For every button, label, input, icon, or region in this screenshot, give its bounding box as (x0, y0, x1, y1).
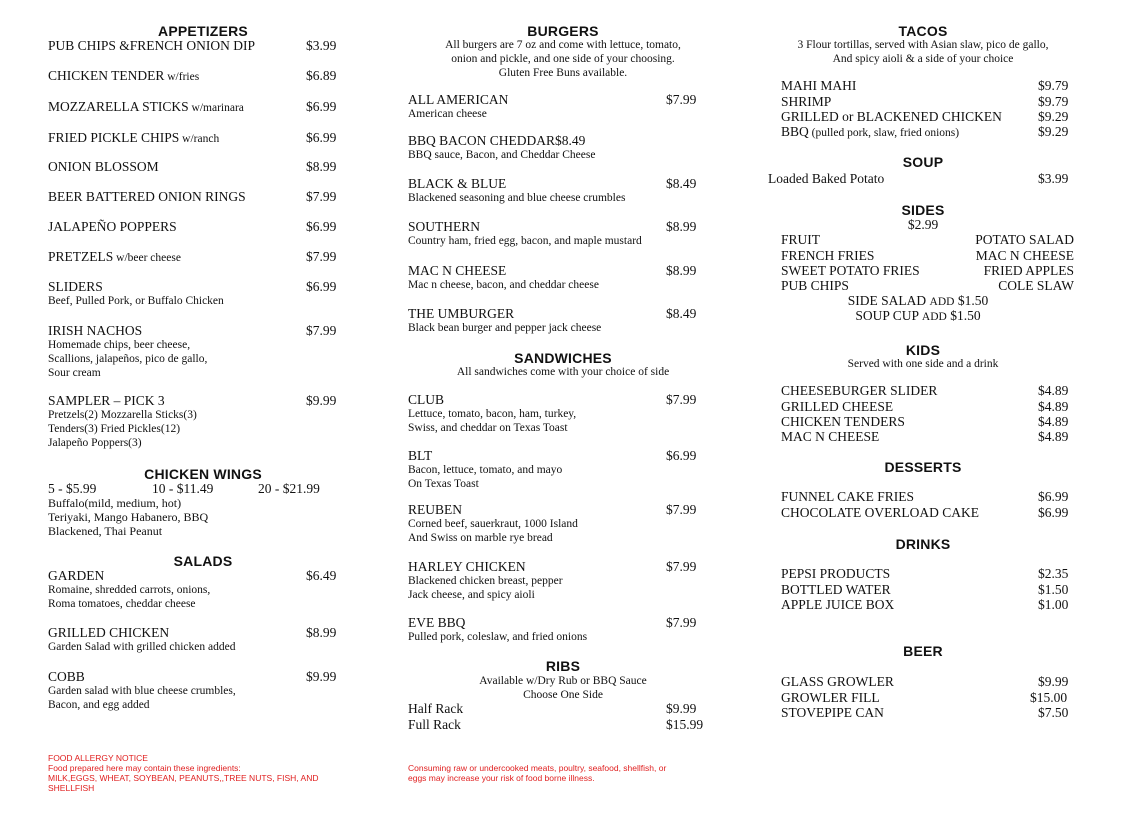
menu-item-name: BEER BATTERED ONION RINGS (48, 189, 246, 204)
menu-item-name: SAMPLER – PICK 3 (48, 393, 165, 408)
menu-item-name: APPLE JUICE BOX (781, 597, 895, 612)
menu-item-price: $6.99 (666, 448, 697, 463)
menu-item-description: Black bean burger and pepper jack cheese (408, 322, 602, 334)
menu-item-name: MAC N CHEESE (781, 429, 880, 444)
menu-item-name: MOZZARELLA STICKS w/marinara (48, 99, 244, 114)
menu-item-description: Bacon, lettuce, tomato, and mayo On Texas Toast (408, 464, 563, 490)
menu-item-description: BBQ sauce, Bacon, and Cheddar Cheese (408, 149, 596, 161)
menu-item-price: $7.99 (666, 392, 697, 407)
menu-item-name: GROWLER FILL (781, 690, 880, 705)
side-extra: SIDE SALAD ADD $1.50 (847, 293, 989, 308)
menu-item-price: $4.89 (1038, 399, 1069, 414)
wing-size: 20 - $21.99 (258, 481, 320, 496)
menu-item-name: BLT (408, 448, 433, 463)
side-item: POTATO SALAD (975, 232, 1074, 247)
menu-item-name: SOUTHERN (408, 219, 481, 234)
menu-item-price: $7.99 (306, 249, 337, 264)
menu-item-name: PRETZELS w/beer cheese (48, 249, 181, 264)
section-title-kids: KIDS (905, 342, 941, 358)
food-allergy-notice: FOOD ALLERGY NOTICE Food prepared here may contain these ingredients: MILK,EGGS, WHEAT, SOYBEAN, PEANUTS,,TREE NUTS, FISH, AND SHELLFISH (48, 753, 319, 793)
menu-item-price: $6.99 (306, 279, 337, 294)
menu-item-price: $4.89 (1038, 414, 1069, 429)
menu-item-price: $9.29 (1038, 109, 1069, 124)
menu-item-description: Romaine, shredded carrots, onions, Roma tomatoes, cheddar cheese (48, 584, 211, 610)
menu-item-price: $15.00 (1030, 690, 1068, 705)
section-title-sandwiches: SANDWICHES (514, 350, 612, 366)
menu-item-name: MAC N CHEESE (408, 263, 507, 278)
menu-item-price: $3.99 (1038, 171, 1069, 186)
menu-item-price: $7.99 (666, 92, 697, 107)
menu-item-price: $1.00 (1038, 597, 1069, 612)
menu-item-price: $7.99 (666, 502, 697, 517)
side-item: MAC N CHEESE (975, 248, 1074, 263)
section-title-sides: SIDES (901, 202, 945, 218)
menu-item-description: Homemade chips, beer cheese, Scallions, jalapeños, pico de gallo, Sour cream (48, 339, 208, 379)
section-note: 3 Flour tortillas, served with Asian slaw, pico de gallo, And spicy aioli & a side of your choice (797, 39, 1049, 65)
menu-item-description: Garden Salad with grilled chicken added (48, 641, 236, 653)
menu-item-price: $7.99 (666, 559, 697, 574)
wing-size: 10 - $11.49 (152, 481, 214, 496)
menu-item-name: THE UMBURGER (408, 306, 515, 321)
menu-item-name: Loaded Baked Potato (768, 171, 885, 186)
menu-item-price: $9.99 (306, 669, 337, 684)
menu-item-price: $9.99 (1038, 674, 1069, 689)
menu-item-description: Pulled pork, coleslaw, and fried onions (408, 631, 588, 643)
menu-item-price: $4.89 (1038, 429, 1069, 444)
menu-item-name: PUB CHIPS &FRENCH ONION DIP (48, 38, 256, 53)
menu-item-price: $8.49 (555, 133, 586, 148)
menu-item-description: Pretzels(2) Mozzarella Sticks(3) Tenders(3) Fried Pickles(12) Jalapeño Poppers(3) (48, 409, 197, 449)
menu-item-name: GRILLED CHICKEN (48, 625, 170, 640)
section-title-chicken-wings: CHICKEN WINGS (144, 466, 262, 482)
side-item: SWEET POTATO FRIES (781, 263, 920, 278)
wing-size: 5 - $5.99 (48, 481, 97, 496)
menu-item-name: SLIDERS (48, 279, 103, 294)
menu-item-name: GLASS GROWLER (781, 674, 894, 689)
menu-item-description: Garden salad with blue cheese crumbles, Bacon, and egg added (48, 685, 236, 711)
side-item: FRUIT (781, 232, 821, 247)
menu-item-price: $9.99 (666, 701, 697, 716)
menu-item-name: BBQ (pulled pork, slaw, fried onions) (781, 124, 960, 139)
menu-item-price: $4.89 (1038, 383, 1069, 398)
section-note: All sandwiches come with your choice of side (456, 366, 670, 378)
menu-item-name: CHICKEN TENDERS (781, 414, 905, 429)
side-item: FRIED APPLES (983, 263, 1074, 278)
menu-item-price: $6.49 (306, 568, 337, 583)
menu-item-price: $9.79 (1038, 94, 1069, 109)
menu-item-name: JALAPEÑO POPPERS (48, 219, 177, 234)
menu-item-price: $7.99 (306, 323, 337, 338)
menu-item-price: $7.50 (1038, 705, 1069, 720)
section-title-ribs: RIBS (545, 658, 581, 674)
menu-item-name: BLACK & BLUE (408, 176, 507, 191)
section-title-burgers: BURGERS (527, 23, 599, 39)
menu-item-name: CHICKEN TENDER w/fries (48, 68, 200, 83)
menu-item-price: $1.50 (1038, 582, 1069, 597)
menu-item-description: Lettuce, tomato, bacon, ham, turkey, Swiss, and cheddar on Texas Toast (408, 408, 577, 434)
menu-item-name: Full Rack (408, 717, 461, 732)
menu-item-price: $8.99 (666, 263, 697, 278)
menu-item-price: $8.99 (666, 219, 697, 234)
menu-item-name: BBQ BACON CHEDDAR$8.49 (408, 133, 586, 148)
menu-item-price: $6.99 (306, 99, 337, 114)
menu-item-price: $8.49 (666, 176, 697, 191)
menu-item-name: COBB (48, 669, 85, 684)
menu-item-name: HARLEY CHICKEN (408, 559, 526, 574)
side-extra: SOUP CUP ADD $1.50 (855, 308, 981, 323)
menu-item-price: $8.99 (306, 159, 337, 174)
menu-item-price: $2.35 (1038, 566, 1069, 581)
wing-flavors: Buffalo(mild, medium, hot) Teriyaki, Mango Habanero, BBQ Blackened, Thai Peanut (48, 496, 209, 538)
menu-item-price: $6.99 (306, 219, 337, 234)
menu-item-description: Blackened chicken breast, pepper Jack cheese, and spicy aioli (408, 575, 563, 601)
section-title-desserts: DESSERTS (884, 459, 962, 475)
menu-item-name: GARDEN (48, 568, 105, 583)
menu-item-name: STOVEPIPE CAN (781, 705, 884, 720)
menu-item-price: $15.99 (666, 717, 704, 732)
menu-item-name: PEPSI PRODUCTS (781, 566, 891, 581)
menu-item-name: CHEESEBURGER SLIDER (781, 383, 938, 398)
menu-item-price: $6.89 (306, 68, 337, 83)
section-title-appetizers: APPETIZERS (158, 23, 248, 39)
menu-item-name: MAHI MAHI (781, 78, 857, 93)
section-title-beer: BEER (903, 643, 943, 659)
menu-item-price: $9.99 (306, 393, 337, 408)
section-title-soup: SOUP (902, 154, 944, 170)
section-note: Available w/Dry Rub or BBQ Sauce Choose One Side (479, 675, 647, 701)
menu-item-name: ONION BLOSSOM (48, 159, 159, 174)
menu-item-price: $7.99 (666, 615, 697, 630)
side-item: FRENCH FRIES (781, 248, 875, 263)
section-note: All burgers are 7 oz and come with lettuce, tomato, onion and pickle, and one side of your choosing. Gluten Free Buns available. (445, 39, 681, 79)
section-title-drinks: DRINKS (895, 536, 951, 552)
menu-item-name: CLUB (408, 392, 445, 407)
menu-item-price: $9.79 (1038, 78, 1069, 93)
menu-item-name: IRISH NACHOS (48, 323, 143, 338)
menu-item-description: Country ham, fried egg, bacon, and maple mustard (408, 235, 642, 247)
menu-item-name: CHOCOLATE OVERLOAD CAKE (781, 505, 979, 520)
section-title-salads: SALADS (173, 553, 233, 569)
side-item: COLE SLAW (998, 278, 1074, 293)
menu-item-price: $7.99 (306, 189, 337, 204)
menu-item-name: SHRIMP (781, 94, 832, 109)
section-note: Served with one side and a drink (847, 358, 999, 370)
menu-item-price: $6.99 (1038, 489, 1069, 504)
menu-item-description: American cheese (408, 108, 487, 120)
menu-item-name: GRILLED or BLACKENED CHICKEN (781, 109, 1002, 124)
raw-food-warning: Consuming raw or undercooked meats, poultry, seafood, shellfish, or eggs may increase your risk of food borne illness. (408, 763, 667, 783)
menu-item-price: $9.29 (1038, 124, 1069, 139)
menu-item-description: Beef, Pulled Pork, or Buffalo Chicken (48, 295, 224, 307)
menu-item-description: Corned beef, sauerkraut, 1000 Island And Swiss on marble rye bread (408, 518, 578, 544)
menu-item-name: REUBEN (408, 502, 462, 517)
menu-item-name: EVE BBQ (408, 615, 466, 630)
menu-item-price: $3.99 (306, 38, 337, 53)
menu-item-name: BOTTLED WATER (781, 582, 891, 597)
menu-item-name: FUNNEL CAKE FRIES (781, 489, 915, 504)
menu-item-price: $8.99 (306, 625, 337, 640)
menu-item-description: Blackened seasoning and blue cheese crumbles (408, 192, 626, 204)
menu-item-name: ALL AMERICAN (408, 92, 509, 107)
menu-item-price: $8.49 (666, 306, 697, 321)
menu-item-price: $6.99 (1038, 505, 1069, 520)
section-title-tacos: TACOS (898, 23, 948, 39)
menu-item-name: Half Rack (408, 701, 464, 716)
menu-item-description: Mac n cheese, bacon, and cheddar cheese (408, 279, 599, 291)
sides-price: $2.99 (907, 217, 939, 232)
menu-item-name: GRILLED CHEESE (781, 399, 894, 414)
menu-item-name: FRIED PICKLE CHIPS w/ranch (48, 130, 220, 145)
side-item: PUB CHIPS (781, 278, 849, 293)
menu-item-price: $6.99 (306, 130, 337, 145)
